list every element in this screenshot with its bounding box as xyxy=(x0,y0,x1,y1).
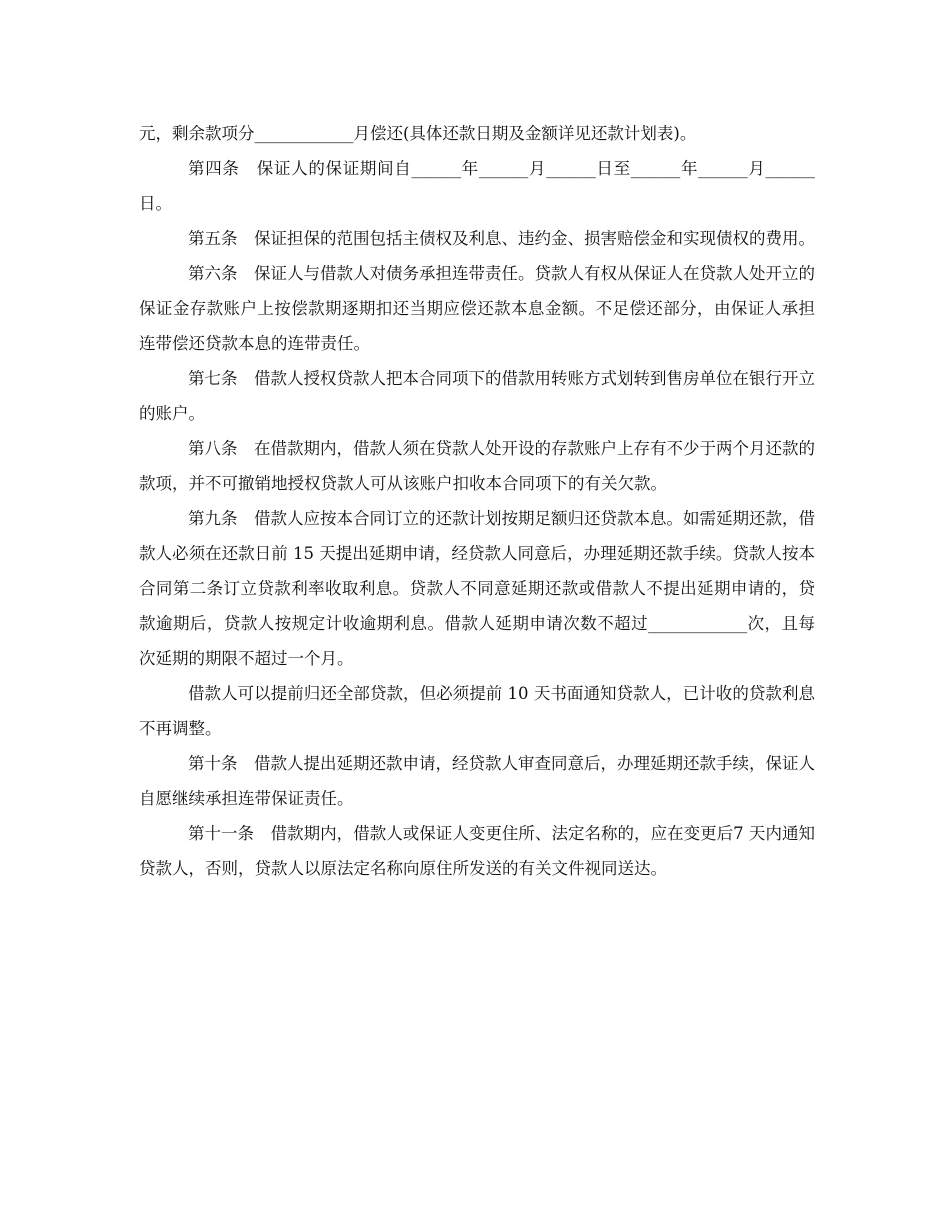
paragraph-article-4: 第四条 保证人的保证期间自______年______月______日至______年______月______日。 xyxy=(139,159,815,213)
paragraph-early-repayment: 借款人可以提前归还全部贷款，但必须提前 10 天书面通知贷款人，已计收的贷款利息不再调整。 xyxy=(139,684,815,738)
paragraph-article-10: 第十条 借款人提出延期还款申请，经贷款人审查同意后，办理延期还款手续，保证人自愿继续承担连带保证责任。 xyxy=(139,754,815,808)
paragraph-article-5: 第五条 保证担保的范围包括主债权及利息、违约金、损害赔偿金和实现债权的费用。 xyxy=(188,229,815,248)
paragraph-article-6: 第六条 保证人与借款人对债务承担连带责任。贷款人有权从保证人在贷款人处开立的保证金存款账户上按偿款期逐期扣还当期应偿还款本息金额。不足偿还部分，由保证人承担连带偿还贷款本息的连带责任。 xyxy=(139,264,815,353)
paragraph-continuation: 元，剩余款项分____________月偿还(具体还款日期及金额详见还款计划表)。 xyxy=(139,124,697,143)
paragraph-article-7: 第七条 借款人授权贷款人把本合同项下的借款用转账方式划转到售房单位在银行开立的账户。 xyxy=(139,369,815,423)
paragraph-article-8: 第八条 在借款期内，借款人须在贷款人处开设的存款账户上存有不少于两个月还款的款项，并不可撤销地授权贷款人可从该账户扣收本合同项下的有关欠款。 xyxy=(139,439,815,493)
document-body xyxy=(139,116,815,886)
paragraph-article-9: 第九条 借款人应按本合同订立的还款计划按期足额归还贷款本息。如需延期还款，借款人必须在还款日前 15 天提出延期申请，经贷款人同意后，办理延期还款手续。贷款人按本合同第二条订立贷款利率收取利息。贷款人不同意延期还款或借款人不提出延期申请的，贷款逾期后，贷款人按规定计收逾期利息。借款人延期申请次数不超过____________次，且每次延期的期限不超过一个月。 xyxy=(139,509,815,668)
paragraph-article-11: 第十一条 借款期内，借款人或保证人变更住所、法定名称的，应在变更后7 天内通知贷款人，否则，贷款人以原法定名称向原住所发送的有关文件视同送达。 xyxy=(139,824,815,878)
